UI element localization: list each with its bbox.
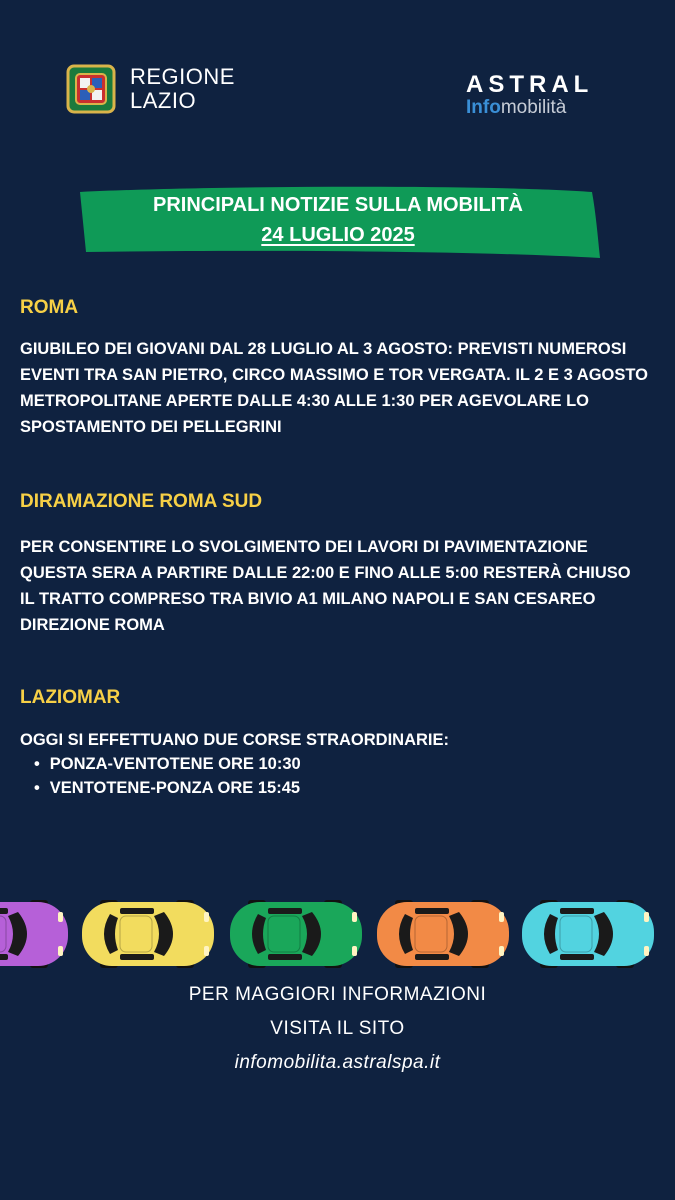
- section-body: OGGI SI EFFETTUANO DUE CORSE STRAORDINARIE:: [20, 731, 450, 749]
- regione-line2: LAZIO: [130, 88, 197, 113]
- section-roma: [20, 296, 650, 440]
- regione-lazio-logo: [66, 64, 235, 114]
- regione-line1: REGIONE: [130, 64, 235, 89]
- footer-url[interactable]: infomobilita.astralspa.it: [234, 1052, 441, 1073]
- car-icon: [0, 900, 68, 968]
- section-laziomar: [20, 686, 650, 800]
- regione-lazio-crest-icon: [66, 64, 116, 114]
- footer: [0, 978, 675, 1080]
- cars-row: [0, 898, 675, 970]
- astral-infomobilita-logo: [466, 72, 593, 118]
- section-body: GIUBILEO DEI GIOVANI DAL 28 LUGLIO AL 3 AGOSTO: PREVISTI NUMEROSI EVENTI TRA SAN PIETRO, CIRCO MASSIMO E TOR VERGATA. IL 2 E 3 AGOSTO METROPOLITANE APERTE DALLE 4:30 ALLE 1:30 PER AGEVOLARE LO SPOSTAMENTO DEI PELLEGRINI: [20, 340, 648, 436]
- list-item: • VENTOTENE-PONZA ORE 15:45: [34, 776, 650, 800]
- banner-title: PRINCIPALI NOTIZIE SULLA MOBILITÀ: [153, 194, 523, 216]
- astral-sub: [466, 98, 593, 118]
- banner-text: [78, 190, 598, 250]
- footer-line2: VISITA IL SITO: [270, 1018, 405, 1039]
- car-icon: [522, 900, 654, 968]
- car-icon: [377, 900, 509, 968]
- astral-sub-info: Info: [466, 97, 501, 118]
- car-icon: [82, 900, 214, 968]
- car-icon: [230, 900, 362, 968]
- list-item: • PONZA-VENTOTENE ORE 10:30: [34, 752, 650, 776]
- section-title: LAZIOMAR: [20, 687, 121, 708]
- astral-name: ASTRAL: [466, 71, 594, 98]
- regione-lazio-wordmark: [130, 65, 235, 113]
- section-diramazione-roma-sud: [20, 490, 650, 638]
- header: [0, 0, 675, 150]
- footer-line1: PER MAGGIORI INFORMAZIONI: [188, 984, 487, 1005]
- banner-date: 24 LUGLIO 2025: [261, 224, 415, 246]
- section-title: ROMA: [20, 297, 79, 318]
- title-banner: [78, 184, 602, 258]
- section-title: DIRAMAZIONE ROMA SUD: [20, 491, 263, 512]
- trip-list: [20, 752, 650, 800]
- astral-sub-mob: mobilità: [500, 97, 567, 118]
- section-body: PER CONSENTIRE LO SVOLGIMENTO DEI LAVORI DI PAVIMENTAZIONE QUESTA SERA A PARTIRE DALLE 22:00 E FINO ALLE 5:00 RESTERÀ CHIUSO IL TRATTO COMPRESO TRA BIVIO A1 MILANO NAPOLI E SAN CESAREO DIREZIONE ROMA: [20, 538, 631, 634]
